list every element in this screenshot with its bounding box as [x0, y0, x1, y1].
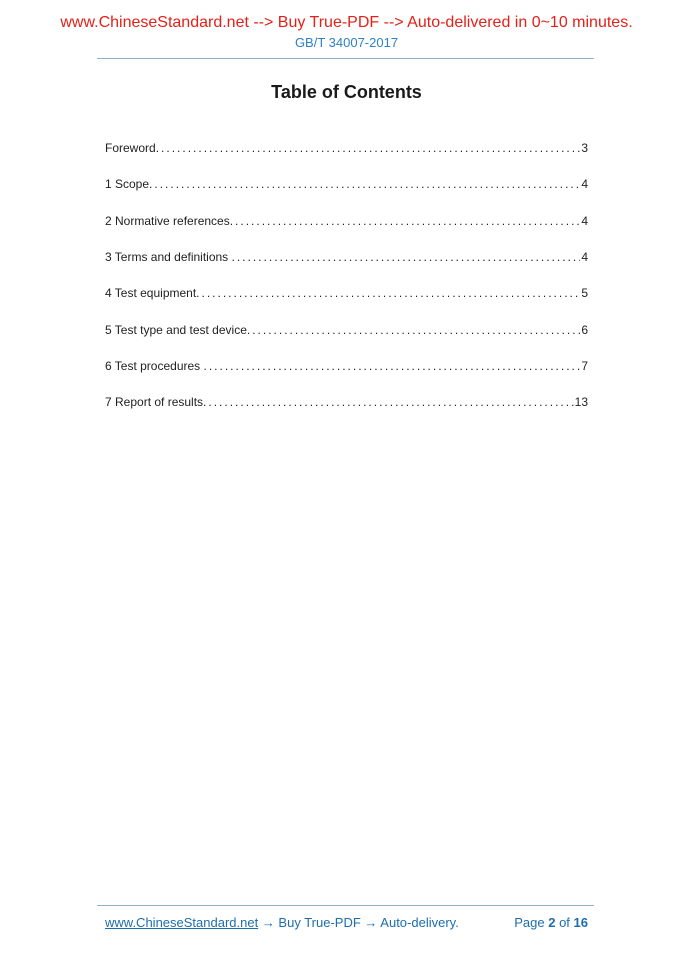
- toc-entry: [105, 177, 588, 213]
- toc-dot-leader: [230, 214, 581, 228]
- toc-entry-page: 6: [581, 322, 588, 337]
- toc-dot-leader: [203, 395, 574, 409]
- toc-list: [105, 141, 588, 432]
- toc-entry-label: Foreword: [105, 141, 156, 155]
- page-indicator-of: of: [555, 915, 574, 930]
- toc-entry: [105, 214, 588, 250]
- page-title: Table of Contents: [271, 82, 422, 102]
- toc-entry: [105, 395, 588, 431]
- toc-entry-label: 3 Terms and definitions: [105, 250, 232, 265]
- toc-entry: [105, 250, 588, 286]
- page-indicator-label: Page: [514, 915, 549, 930]
- toc-dot-leader: [232, 250, 581, 264]
- promo-banner-link[interactable]: www.ChineseStandard.net --> Buy True-PDF --> Auto-delivered in 0~10 minutes.: [60, 14, 633, 31]
- toc-dot-leader: [149, 177, 580, 191]
- toc-entry-page: 13: [574, 395, 588, 410]
- toc-dot-leader: [247, 323, 580, 337]
- page-indicator-total: 16: [573, 915, 588, 930]
- footer-divider: [97, 905, 594, 906]
- toc-entry-label: 1 Scope: [105, 177, 150, 192]
- toc-entry: [105, 359, 588, 395]
- toc-entry-label: 4 Test equipment: [105, 286, 197, 301]
- page-indicator: [514, 915, 588, 931]
- header-divider: [97, 58, 594, 59]
- toc-entry-page: 4: [581, 213, 588, 228]
- toc-entry-page: 4: [581, 177, 588, 192]
- footer-site-link[interactable]: www.ChineseStandard.net: [105, 915, 259, 930]
- toc-entry-label: 7 Report of results: [105, 395, 204, 410]
- toc-entry-label: 2 Normative references: [105, 213, 230, 228]
- toc-dot-leader: [204, 359, 581, 373]
- toc-entry-label: 5 Test type and test device: [105, 322, 247, 337]
- toc-entry: [105, 286, 588, 322]
- toc-entry-page: 4: [581, 250, 588, 265]
- toc-entry: [105, 323, 588, 359]
- toc-entry-page: 3: [581, 141, 588, 155]
- toc-dot-leader: [156, 141, 581, 155]
- toc-entry-page: 5: [581, 286, 588, 301]
- footer-tagline: → Buy True-PDF → Auto-delivery.: [258, 915, 459, 930]
- standard-number: GB/T 34007-2017: [294, 35, 399, 50]
- toc-entry-label: 6 Test procedures: [105, 359, 204, 374]
- toc-entry: [105, 141, 588, 177]
- footer: [105, 915, 588, 931]
- footer-left: [105, 915, 459, 931]
- page-indicator-current: 2: [548, 915, 556, 930]
- toc-dot-leader: [196, 286, 580, 300]
- toc-entry-page: 7: [581, 359, 588, 374]
